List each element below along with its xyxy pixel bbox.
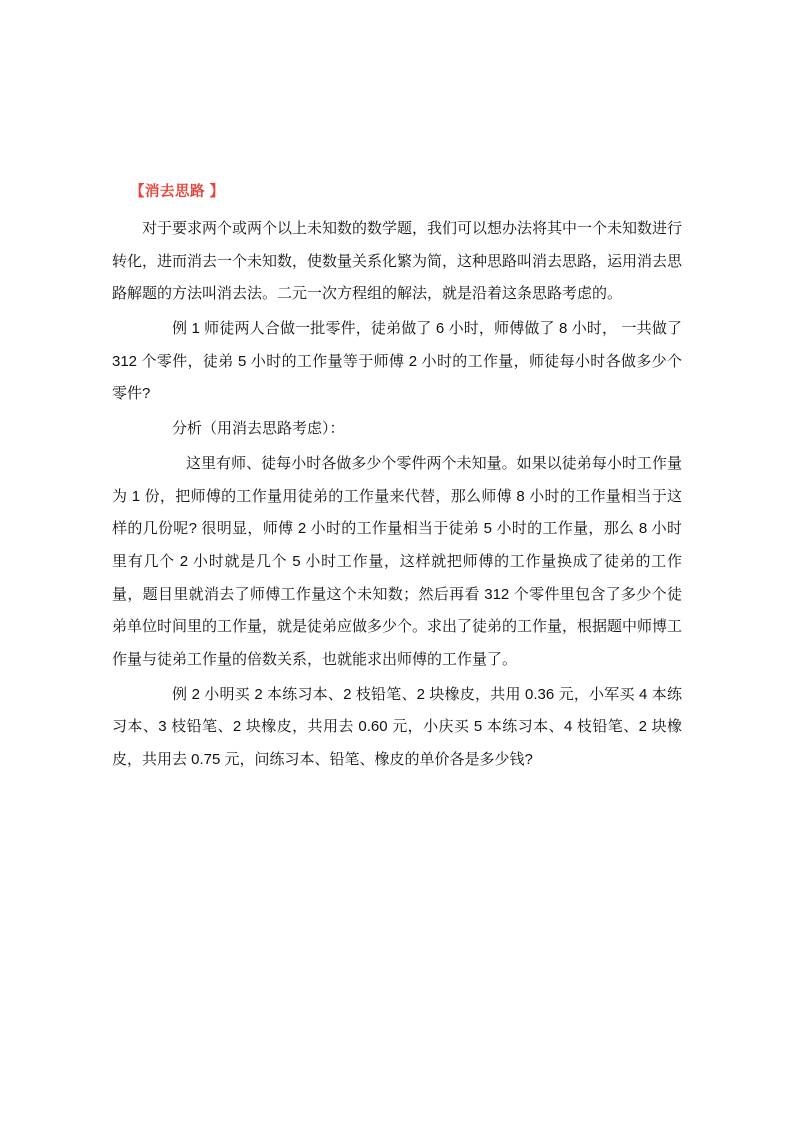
paragraph-example-1: 例 1 师徒两人合做一批零件，徒弟做了 6 小时，师傅做了 8 小时， 一共做了 312 个零件，徒弟 5 小时的工作量等于师傅 2 小时的工作量，师徒每小时各做多少个零件?	[112, 320, 682, 403]
section-heading: 【消去思路 】	[130, 184, 225, 200]
document-body	[112, 178, 682, 779]
paragraph-analysis-label: 分析（用消去思路考虑）：	[172, 420, 345, 438]
paragraph-example-2: 例 2 小明买 2 本练习本、2 枝铅笔、2 块橡皮，共用 0.36 元，小军买 4 本练习本、3 枝铅笔、2 块橡皮，共用去 0.60 元，小庆买 5 本练习本、4 枝铅笔、2 块橡皮，共用去 0.75 元，问练习本、铅笔、橡皮的单价各是多少钱?	[112, 685, 682, 768]
paragraph-analysis-body: 这里有师、徒每小时各做多少个零件两个未知量。如果以徒弟每小时工作量为 1 份，把师傅的工作量用徒弟的工作量来代替，那么师傅 8 小时的工作量相当于这样的几份呢? 很明显，师傅 2 小时的工作量相当于徒弟 5 小时的工作量，那么 8 小时里有几个 2 小时就是几个 5 小时工作量，这样就把师傅的工作量换成了徒弟的工作量，题目里就消去了师傅工作量这个未知数；然后再看 312 个零件里包含了多少个徒弟单位时间里的工作量，就是徒弟应做多少个。求出了徒弟的工作量，根据题中师博工作量与徒弟工作量的倍数关系，也就能求出师傅的工作量了。	[112, 454, 683, 668]
paragraph-intro: 对于要求两个或两个以上未知数的数学题，我们可以想办法将其中一个未知数进行转化，进而消去一个未知数，使数量关系化繁为简，这种思路叫消去思路，运用消去思路解题的方法叫消去法。二元一次方程组的解法，就是沿着这条思路考虑的。	[112, 220, 683, 303]
